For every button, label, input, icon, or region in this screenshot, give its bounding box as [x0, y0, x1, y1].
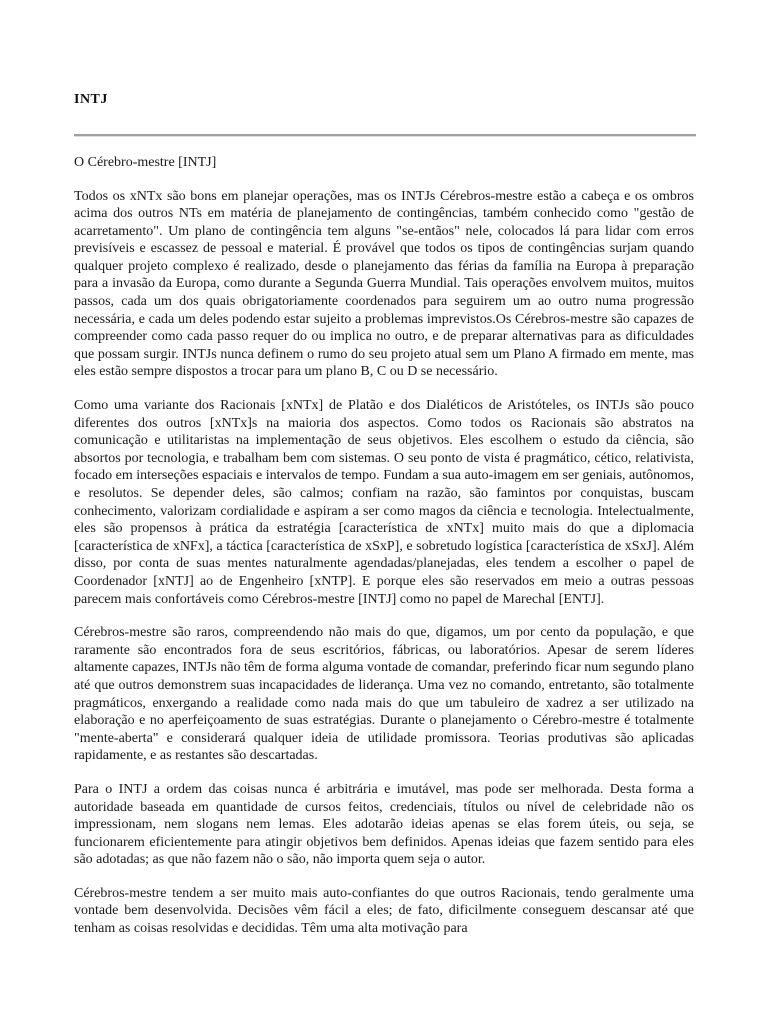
- page-title: INTJ: [74, 92, 108, 107]
- paragraph-3: Cérebros-mestre são raros, compreendendo não mais do que, digamos, um por cento da população, e que raramente são encontrados fora de seus escritórios, fábricas, ou laboratórios. Apesar de serem líderes altamente capazes, INTJs não têm de forma alguma vontade de comandar, preferindo ficar num segundo plano até que outros demonstrem suas incapacidades de liderança. Uma vez no comando, entretanto, são totalmente pragmáticos, enxergando a realidade como nada mais do que um tabuleiro de xadrez a ser utilizado na elaboração e no aperfeiçoamento de suas estratégias. Durante o planejamento o Cérebro-mestre é totalmente "mente-aberta" e considerará qualquer ideia de utilidade promissora. Teorias produtivas são aplicadas rapidamente, e as restantes são descartadas.: [74, 625, 694, 764]
- paragraph-2: Como uma variante dos Racionais [xNTx] de Platão e dos Dialéticos de Aristóteles, os INTJs são pouco diferentes dos outros [xNTx]s na maioria dos aspectos. Como todos os Racionais são abstratos na comunicação e utilitaristas na implementação de seus objetivos. Eles escolhem o estudo da ciência, são absortos por tecnologia, e trabalham bem com sistemas. O seu ponto de vista é pragmático, cético, relativista, focado em interseções espaciais e intervalos de tempo. Fundam a sua auto-imagem em ser geniais, autônomos, e resolutos. Se depender deles, são calmos; confiam na razão, são famintos por conquistas, buscam conhecimento, valorizam cordialidade e aspiram a ser como magos da ciência e tecnologia. Intelectualmente, eles são propensos à prática da estratégia [característica de xNTx] muito mais do que a diplomacia [característica de xNFx], a táctica [característica de xSxP], e sobretudo logística [característica de xSxJ]. Além disso, por conta de suas mentes naturalmente agendadas/planejadas, eles tendem a escolher o papel de Coordenador [xNTJ] ao de Engenheiro [xNTP]. E porque eles são reservados em meio a outras pessoas parecem mais confortáveis como Cérebros-mestre [INTJ] como no papel de Marechal [ENTJ].: [74, 398, 694, 607]
- paragraph-4: Para o INTJ a ordem das coisas nunca é arbitrária e imutável, mas pode ser melhorada. Desta forma a autoridade baseada em quantidade de cursos feitos, credenciais, títulos ou nível de celebridade não os impressionam, nem slogans nem lemas. Eles adotarão ideias apenas se elas forem úteis, ou seja, se funcionarem eficientemente para atingir objetivos bem definidos. Apenas ideias que fazem sentido para eles são adotadas; as que não fazem não o são, não importa quem seja o autor.: [74, 781, 694, 868]
- document-body: [74, 154, 694, 954]
- paragraph-1: Todos os xNTx são bons em planejar operações, mas os INTJs Cérebros-mestre estão a cabeça e os ombros acima dos outros NTs em matéria de planejamento de contingências, também conhecido como "gestão de acarretamento". Um plano de contingência tem alguns "se-entãos" nele, colocados lá para lidar com erros previsíveis e escassez de pessoal e material. É provável que todos os tipos de contingências surjam quando qualquer projeto complexo é realizado, desde o planejamento das férias da família na Europa à preparação para a invasão da Europa, como durante a Segunda Guerra Mundial. Tais operações envolvem muitos, muitos passos, cada um dos quais obrigatoriamente coordenados para seguirem um ao outro numa progressão necessária, e cada um deles podendo estar sujeito a problemas imprevistos.Os Cérebros-mestre são capazes de compreender como cada passo requer do ou implica no outro, e de preparar alternativas para as dificuldades que possam surgir. INTJs nunca definem o rumo do seu projeto atual sem um Plano A firmado em mente, mas eles estão sempre dispostos a trocar para um plano B, C ou D se necessário.: [74, 188, 694, 380]
- paragraph-5: Cérebros-mestre tendem a ser muito mais auto-confiantes do que outros Racionais, tendo geralmente uma vontade bem desenvolvida. Decisões vêm fácil a eles; de fato, dificilmente conseguem descansar até que tenham as coisas resolvidas e decididas. Têm uma alta motivação para: [74, 885, 694, 937]
- title-divider: [74, 134, 696, 137]
- section-subtitle: O Cérebro-mestre [INTJ]: [74, 155, 217, 170]
